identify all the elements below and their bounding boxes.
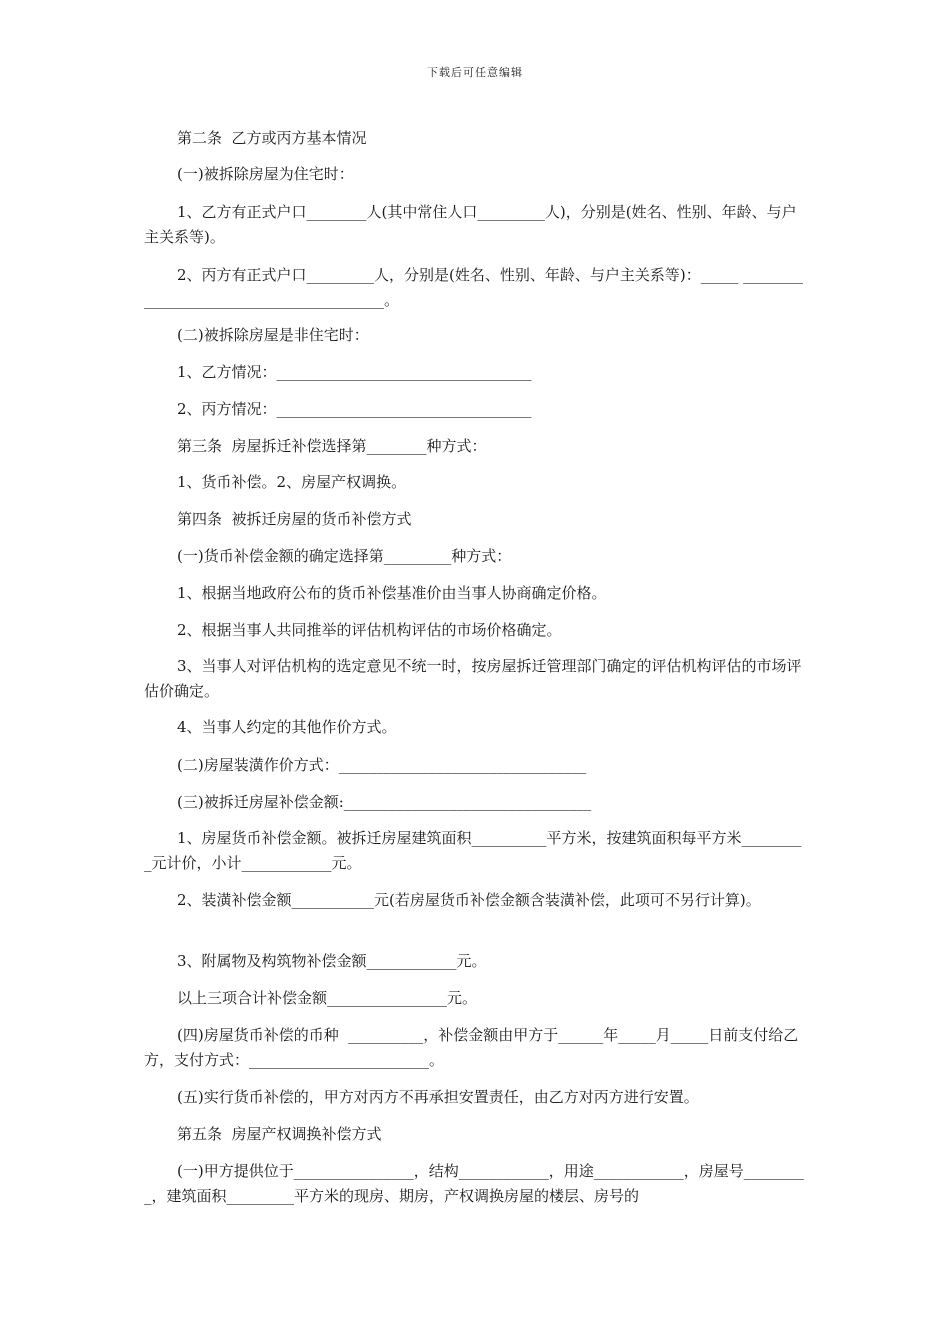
resettlement-text: (五)实行货币补偿的，甲方对丙方不再承担安置责任，由乙方对丙方进行安置。 <box>177 1088 699 1106</box>
article-4-heading: 第四条 被拆迁房屋的货币补偿方式 <box>177 510 412 528</box>
compensation-amount-heading: (三)被拆迁房屋补偿金额:_________________________________ <box>177 793 592 811</box>
item-1-text: 1、乙方有正式户口________人(其中常住人口_________人)，分别是(姓名、性别、年龄、与户主关系等)。 <box>144 203 797 246</box>
section-1-heading: (一)被拆除房屋为住宅时： <box>177 165 354 183</box>
article-3-heading: 第三条 房屋拆迁补偿选择第________种方式： <box>177 437 487 455</box>
party-b-info: 1、乙方情况：__________________________________ <box>177 363 532 381</box>
article-2-heading: 第二条 乙方或丙方基本情况 <box>177 129 367 147</box>
method-3-text: 3、当事人对评估机构的选定意见不统一时，按房屋拆迁管理部门确定的评估机构评估的市场评估价确定。 <box>144 657 802 700</box>
item-2-text: 2、丙方有正式户口_________人，分别是(姓名、性别、年龄、与户主关系等)：_____ ________________________________________。 <box>144 266 804 309</box>
method-2-text: 2、根据当事人共同推举的评估机构评估的市场价格确定。 <box>177 621 562 639</box>
total-compensation-text: 以上三项合计补偿金额________________元。 <box>177 989 478 1007</box>
section-4-1-heading: (一)货币补偿金额的确定选择第_________种方式： <box>177 547 512 565</box>
compensation-options: 1、货币补偿。2、房屋产权调换。 <box>177 473 407 491</box>
property-exchange-text: (一)甲方提供位于________________，结构____________，用途____________，房屋号_________，建筑面积_________平方米的现房、期房，产权调换房屋的楼层、房号的 <box>144 1162 804 1205</box>
decoration-compensation-text: 2、装潢补偿金额___________元(若房屋货币补偿金额含装潢补偿，此项可不另行计算)。 <box>177 891 761 909</box>
attachment-compensation-text: 3、附属物及构筑物补偿金额____________元。 <box>177 952 487 970</box>
party-c-info: 2、丙方情况：__________________________________ <box>177 400 532 418</box>
method-1-text: 1、根据当地政府公布的货币补偿基准价由当事人协商确定价格。 <box>177 584 607 602</box>
decoration-valuation: (二)房屋装潢作价方式：_________________________________ <box>177 756 587 774</box>
section-2-heading: (二)被拆除房屋是非住宅时： <box>177 326 369 344</box>
payment-terms-text: (四)房屋货币补偿的币种 __________，补偿金额由甲方于______年_____月_____日前支付给乙方，支付方式：________________________。 <box>144 1026 799 1069</box>
method-4-text: 4、当事人约定的其他作价方式。 <box>177 718 397 736</box>
house-compensation-text: 1、房屋货币补偿金额。被拆迁房屋建筑面积__________平方米，按建筑面积每平方米_________元计价，小计____________元。 <box>144 829 802 872</box>
article-5-heading: 第五条 房屋产权调换补偿方式 <box>177 1125 382 1143</box>
page-header: 下载后可任意编辑 <box>427 66 523 79</box>
